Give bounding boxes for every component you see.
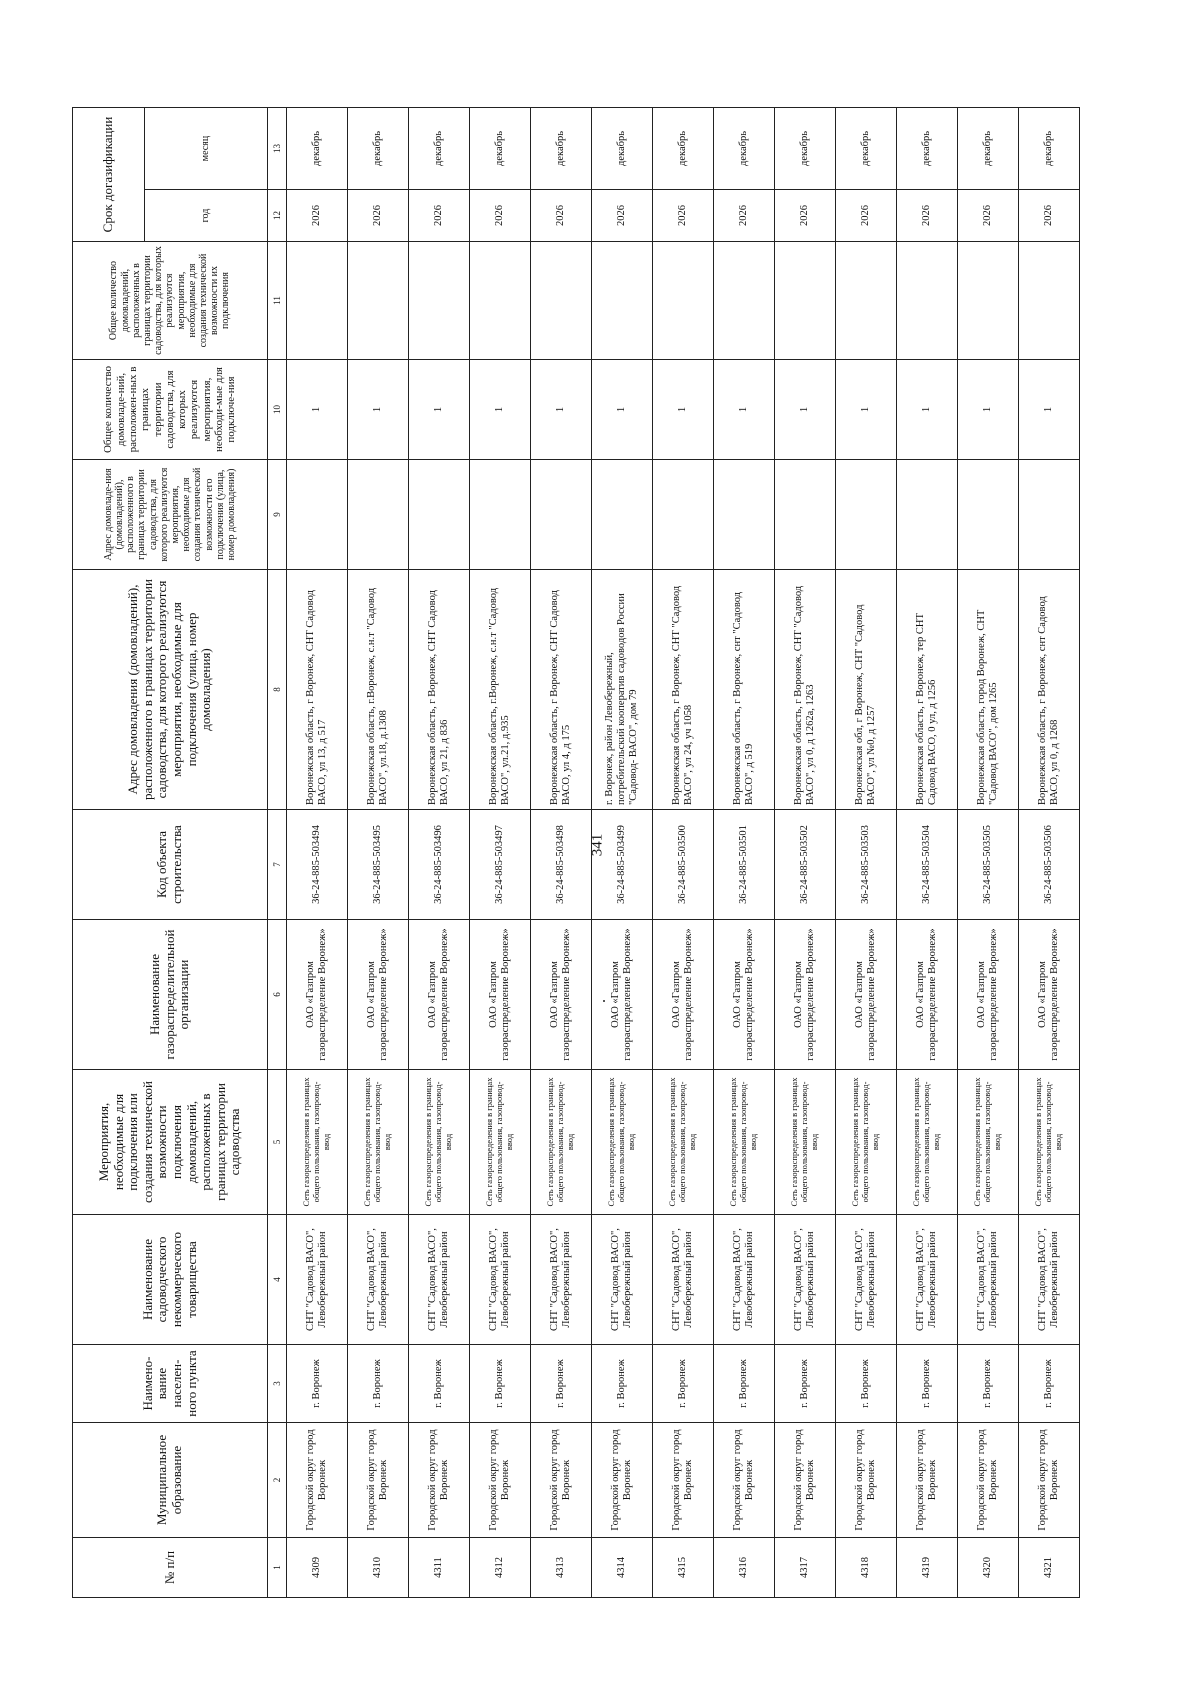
cell-num: 4320: [958, 1538, 1019, 1598]
cell-activity: Сеть газораспределения в границах общего пользования, газопровод-ввод: [592, 1070, 653, 1215]
cell-num: 4316: [714, 1538, 775, 1598]
column-number: 11: [268, 242, 287, 360]
header-address-creation: Адрес домовладе-ния (домовладений), расположенного в границах территории садоводства, для которого реализуются мероприятия, необходимые для создания технической возможности его подключения (улица, номер домовладения): [73, 460, 268, 570]
cell-address-creation: [653, 460, 714, 570]
cell-address: Воронежская область, город Воронеж, СНТ "Садовод ВАСО", дом 1265: [958, 570, 1019, 810]
cell-municipality: Городской округ город Воронеж: [897, 1423, 958, 1538]
cell-object-code: 36-24-885-503496: [409, 810, 470, 920]
cell-gas-org: ОАО «Газпром газораспределение Воронеж»: [470, 920, 531, 1070]
cell-gas-org: ОАО «Газпром газораспределение Воронеж»: [897, 920, 958, 1070]
cell-settlement: г. Воронеж: [714, 1345, 775, 1423]
cell-address: Воронежская область, г Воронеж, тер СНТ Садовод ВАСО, 0 ул, д 1256: [897, 570, 958, 810]
cell-month: декабрь: [409, 108, 470, 190]
cell-partnership: СНТ "Садовод ВАСО", Левобережный район: [592, 1215, 653, 1345]
header-num: № п/п: [73, 1538, 268, 1598]
cell-object-code: 36-24-885-503498: [531, 810, 592, 920]
table-row: [958, 108, 1019, 1598]
cell-object-code: 36-24-885-503500: [653, 810, 714, 920]
cell-settlement: г. Воронеж: [409, 1345, 470, 1423]
cell-settlement: г. Воронеж: [1019, 1345, 1080, 1423]
cell-year: 2026: [897, 190, 958, 242]
cell-count-connect: 1: [653, 360, 714, 460]
column-number: 12: [268, 190, 287, 242]
page-number: 341: [589, 833, 606, 857]
cell-activity: Сеть газораспределения в границах общего пользования, газопровод-ввод: [287, 1070, 348, 1215]
gasification-table: [72, 107, 1080, 1598]
cell-partnership: СНТ "Садовод ВАСО", Левобережный район: [531, 1215, 592, 1345]
cell-month: декабрь: [836, 108, 897, 190]
cell-month: декабрь: [653, 108, 714, 190]
table-row: [348, 108, 409, 1598]
header-municipality: Муниципальное образование: [73, 1423, 268, 1538]
cell-count-creation: [897, 242, 958, 360]
cell-municipality: Городской округ город Воронеж: [958, 1423, 1019, 1538]
document-area: [72, 108, 1134, 1598]
cell-address: Воронежская область, г Воронеж, СНТ Садовод ВАСО, ул 4, д 175: [531, 570, 592, 810]
cell-num: 4317: [775, 1538, 836, 1598]
cell-count-connect: 1: [348, 360, 409, 460]
cell-settlement: г. Воронеж: [348, 1345, 409, 1423]
cell-activity: Сеть газораспределения в границах общего пользования, газопровод-ввод: [897, 1070, 958, 1215]
cell-gas-org: ОАО «Газпром газораспределение Воронеж»: [958, 920, 1019, 1070]
cell-municipality: Городской округ город Воронеж: [1019, 1423, 1080, 1538]
cell-count-connect: 1: [714, 360, 775, 460]
table-row: [714, 108, 775, 1598]
column-number: 3: [268, 1345, 287, 1423]
cell-municipality: Городской округ город Воронеж: [714, 1423, 775, 1538]
table-row: [836, 108, 897, 1598]
cell-settlement: г. Воронеж: [287, 1345, 348, 1423]
cell-count-connect: 1: [775, 360, 836, 460]
cell-count-creation: [287, 242, 348, 360]
cell-partnership: СНТ "Садовод ВАСО", Левобережный район: [1019, 1215, 1080, 1345]
cell-year: 2026: [653, 190, 714, 242]
table-row: [1019, 108, 1080, 1598]
cell-partnership: СНТ "Садовод ВАСО", Левобережный район: [775, 1215, 836, 1345]
column-number: 8: [268, 570, 287, 810]
cell-address: Воронежская область, г.Воронеж, с.н.т "Садовод ВАСО", ул.18, д.1308: [348, 570, 409, 810]
cell-municipality: Городской округ город Воронеж: [531, 1423, 592, 1538]
cell-activity: Сеть газораспределения в границах общего пользования, газопровод-ввод: [714, 1070, 775, 1215]
header-gas-org: Наименование газораспределительной организации: [73, 920, 268, 1070]
cell-address-creation: [775, 460, 836, 570]
table-row: [653, 108, 714, 1598]
cell-partnership: СНТ "Садовод ВАСО", Левобережный район: [348, 1215, 409, 1345]
column-number: 7: [268, 810, 287, 920]
cell-address: Воронежская область, г.Воронеж, с.н.т "Садовод ВАСО", ул.21, д.935: [470, 570, 531, 810]
cell-municipality: Городской округ город Воронеж: [775, 1423, 836, 1538]
cell-count-connect: 1: [897, 360, 958, 460]
cell-address-creation: [897, 460, 958, 570]
cell-address-creation: [592, 460, 653, 570]
cell-municipality: Городской округ город Воронеж: [470, 1423, 531, 1538]
header-object-code: Код объекта строительства: [73, 810, 268, 920]
cell-year: 2026: [287, 190, 348, 242]
cell-settlement: г. Воронеж: [775, 1345, 836, 1423]
cell-month: декабрь: [897, 108, 958, 190]
cell-municipality: Городской округ город Воронеж: [836, 1423, 897, 1538]
cell-address-creation: [409, 460, 470, 570]
table-row: [409, 108, 470, 1598]
column-number-row: [268, 108, 287, 1598]
table-row: [470, 108, 531, 1598]
cell-municipality: Городской округ город Воронеж: [653, 1423, 714, 1538]
cell-gas-org: ОАО «Газпром газораспределение Воронеж»: [836, 920, 897, 1070]
cell-address: Воронежская область, г Воронеж, СНТ Садовод ВАСО, ул 13, д 517: [287, 570, 348, 810]
table-row: [287, 108, 348, 1598]
cell-month: декабрь: [958, 108, 1019, 190]
cell-month: декабрь: [714, 108, 775, 190]
cell-object-code: 36-24-885-503502: [775, 810, 836, 920]
header-partnership: Наименование садоводческого некоммерческого товарищества: [73, 1215, 268, 1345]
cell-object-code: 36-24-885-503506: [1019, 810, 1080, 920]
cell-settlement: г. Воронеж: [958, 1345, 1019, 1423]
cell-address-creation: [836, 460, 897, 570]
cell-year: 2026: [714, 190, 775, 242]
rotated-table-container: [72, 108, 1134, 1598]
cell-object-code: 36-24-885-503495: [348, 810, 409, 920]
cell-gas-org: ОАО «Газпром газораспределение Воронеж»: [714, 920, 775, 1070]
cell-address: Воронежская область, г Воронеж, СНТ "Садовод ВАСО", ул 0, д 1262а, 1263: [775, 570, 836, 810]
cell-gas-org: ОАО «Газпром газораспределение Воронеж»: [531, 920, 592, 1070]
cell-activity: Сеть газораспределения в границах общего пользования, газопровод-ввод: [653, 1070, 714, 1215]
cell-object-code: 36-24-885-503497: [470, 810, 531, 920]
cell-year: 2026: [592, 190, 653, 242]
header-count-creation: Общее количество домовладений, расположенных в границах территории садоводства, для которых реализуются мероприятия, необходимые для создания технической возможности их подключения: [73, 242, 268, 360]
cell-object-code: 36-24-885-503499: [592, 810, 653, 920]
table-row: [592, 108, 653, 1598]
cell-num: 4319: [897, 1538, 958, 1598]
cell-object-code: 36-24-885-503504: [897, 810, 958, 920]
cell-object-code: 36-24-885-503494: [287, 810, 348, 920]
cell-object-code: 36-24-885-503503: [836, 810, 897, 920]
cell-count-creation: [775, 242, 836, 360]
cell-settlement: г. Воронеж: [470, 1345, 531, 1423]
cell-gas-org: ОАО «Газпром газораспределение Воронеж»: [592, 920, 653, 1070]
cell-activity: Сеть газораспределения в границах общего пользования, газопровод-ввод: [1019, 1070, 1080, 1215]
header-month: месяц: [144, 108, 267, 190]
cell-activity: Сеть газораспределения в границах общего пользования, газопровод-ввод: [531, 1070, 592, 1215]
cell-num: 4315: [653, 1538, 714, 1598]
cell-num: 4321: [1019, 1538, 1080, 1598]
cell-count-creation: [1019, 242, 1080, 360]
cell-num: 4311: [409, 1538, 470, 1598]
cell-municipality: Городской округ город Воронеж: [409, 1423, 470, 1538]
cell-count-creation: [348, 242, 409, 360]
cell-count-connect: 1: [1019, 360, 1080, 460]
cell-address-creation: [531, 460, 592, 570]
cell-address-creation: [287, 460, 348, 570]
table-row: [531, 108, 592, 1598]
cell-partnership: СНТ "Садовод ВАСО", Левобережный район: [897, 1215, 958, 1345]
column-number: 13: [268, 108, 287, 190]
cell-municipality: Городской округ город Воронеж: [592, 1423, 653, 1538]
cell-count-creation: [592, 242, 653, 360]
cell-activity: Сеть газораспределения в границах общего пользования, газопровод-ввод: [775, 1070, 836, 1215]
cell-partnership: СНТ "Садовод ВАСО", Левобережный район: [714, 1215, 775, 1345]
column-number: 6: [268, 920, 287, 1070]
cell-count-connect: 1: [470, 360, 531, 460]
cell-month: декабрь: [531, 108, 592, 190]
header-year: год: [144, 190, 267, 242]
cell-address-creation: [958, 460, 1019, 570]
cell-gas-org: ОАО «Газпром газораспределение Воронеж»: [1019, 920, 1080, 1070]
cell-object-code: 36-24-885-503501: [714, 810, 775, 920]
cell-count-creation: [531, 242, 592, 360]
header-address: Адрес домовладения (домовладений), расположенного в границах территории садоводства, для которого реализуются мероприятия, необходимые для подключения (улица, номер домовладения): [73, 570, 268, 810]
cell-partnership: СНТ "Садовод ВАСО", Левобережный район: [287, 1215, 348, 1345]
cell-address: г. Воронеж, район Левобережный, потребительский кооператив садоводов России "Садовод- ВАСО", дом 79: [592, 570, 653, 810]
cell-partnership: СНТ "Садовод ВАСО", Левобережный район: [836, 1215, 897, 1345]
cell-activity: Сеть газораспределения в границах общего пользования, газопровод-ввод: [836, 1070, 897, 1215]
cell-address: Воронежская обл, г Воронеж, СНТ "Садовод ВАСО", ул №0, д 1257: [836, 570, 897, 810]
cell-year: 2026: [531, 190, 592, 242]
cell-year: 2026: [348, 190, 409, 242]
column-number: 10: [268, 360, 287, 460]
header-deadline: Срок догазификации: [73, 108, 145, 242]
cell-address: Воронежская область, г Воронеж, снт "Садовод ВАСО", д 519: [714, 570, 775, 810]
cell-address-creation: [714, 460, 775, 570]
cell-address-creation: [470, 460, 531, 570]
cell-gas-org: ОАО «Газпром газораспределение Воронеж»: [287, 920, 348, 1070]
cell-count-connect: 1: [531, 360, 592, 460]
cell-gas-org: ОАО «Газпром газораспределение Воронеж»: [775, 920, 836, 1070]
cell-gas-org: ОАО «Газпром газораспределение Воронеж»: [409, 920, 470, 1070]
cell-num: 4318: [836, 1538, 897, 1598]
cell-num: 4310: [348, 1538, 409, 1598]
header-count-connect: Общее количество домовладе-ний, расположен-ных в границах территории садоводства, для которых реализуются мероприятия, необходи-мые для подключе-ния: [73, 360, 268, 460]
cell-address: Воронежская область, г Воронеж, СНТ Садовод ВАСО, ул 21, д 836: [409, 570, 470, 810]
cell-partnership: СНТ "Садовод ВАСО", Левобережный район: [409, 1215, 470, 1345]
cell-count-creation: [653, 242, 714, 360]
column-number: 5: [268, 1070, 287, 1215]
cell-partnership: СНТ "Садовод ВАСО", Левобережный район: [958, 1215, 1019, 1345]
column-number: 1: [268, 1538, 287, 1598]
cell-settlement: г. Воронеж: [653, 1345, 714, 1423]
cell-activity: Сеть газораспределения в границах общего пользования, газопровод-ввод: [958, 1070, 1019, 1215]
cell-address: Воронежская область, г Воронеж, СНТ "Садовод ВАСО", ул 24, уч 1058: [653, 570, 714, 810]
cell-month: декабрь: [1019, 108, 1080, 190]
cell-activity: Сеть газораспределения в границах общего пользования, газопровод-ввод: [470, 1070, 531, 1215]
cell-activity: Сеть газораспределения в границах общего пользования, газопровод-ввод: [348, 1070, 409, 1215]
cell-count-creation: [714, 242, 775, 360]
cell-month: декабрь: [775, 108, 836, 190]
header-settlement: Наимено-вание населен-ного пункта: [73, 1345, 268, 1423]
cell-num: 4309: [287, 1538, 348, 1598]
table-body: [287, 108, 1080, 1598]
table-row: [897, 108, 958, 1598]
cell-partnership: СНТ "Садовод ВАСО", Левобережный район: [470, 1215, 531, 1345]
cell-activity: Сеть газораспределения в границах общего пользования, газопровод-ввод: [409, 1070, 470, 1215]
cell-num: 4313: [531, 1538, 592, 1598]
cell-num: 4312: [470, 1538, 531, 1598]
cell-count-connect: 1: [409, 360, 470, 460]
cell-year: 2026: [1019, 190, 1080, 242]
table-row: [775, 108, 836, 1598]
cell-year: 2026: [836, 190, 897, 242]
cell-month: декабрь: [348, 108, 409, 190]
cell-count-creation: [958, 242, 1019, 360]
cell-year: 2026: [958, 190, 1019, 242]
table-header: [73, 108, 287, 1598]
cell-partnership: СНТ "Садовод ВАСО", Левобережный район: [653, 1215, 714, 1345]
cell-count-creation: [836, 242, 897, 360]
cell-year: 2026: [409, 190, 470, 242]
cell-num: 4314: [592, 1538, 653, 1598]
cell-object-code: 36-24-885-503505: [958, 810, 1019, 920]
cell-count-connect: 1: [958, 360, 1019, 460]
cell-count-connect: 1: [287, 360, 348, 460]
column-number: 9: [268, 460, 287, 570]
column-number: 2: [268, 1423, 287, 1538]
cell-year: 2026: [470, 190, 531, 242]
cell-count-connect: 1: [836, 360, 897, 460]
cell-year: 2026: [775, 190, 836, 242]
cell-month: декабрь: [287, 108, 348, 190]
column-number: 4: [268, 1215, 287, 1345]
cell-month: декабрь: [592, 108, 653, 190]
cell-settlement: г. Воронеж: [836, 1345, 897, 1423]
cell-count-connect: 1: [592, 360, 653, 460]
cell-settlement: г. Воронеж: [531, 1345, 592, 1423]
cell-address-creation: [348, 460, 409, 570]
cell-municipality: Городской округ город Воронеж: [287, 1423, 348, 1538]
header-activity: Мероприятия, необходимые для подключения или создания технической возможности подключения домовладений, расположенных в границах территории садоводства: [73, 1070, 268, 1215]
cell-count-creation: [470, 242, 531, 360]
cell-address-creation: [1019, 460, 1080, 570]
cell-gas-org: ОАО «Газпром газораспределение Воронеж»: [653, 920, 714, 1070]
cell-address: Воронежская область, г Воронеж, снт Садовод ВАСО, ул 0, д 1268: [1019, 570, 1080, 810]
cell-settlement: г. Воронеж: [592, 1345, 653, 1423]
cell-count-creation: [409, 242, 470, 360]
cell-month: декабрь: [470, 108, 531, 190]
cell-municipality: Городской округ город Воронеж: [348, 1423, 409, 1538]
cell-gas-org: ОАО «Газпром газораспределение Воронеж»: [348, 920, 409, 1070]
cell-settlement: г. Воронеж: [897, 1345, 958, 1423]
